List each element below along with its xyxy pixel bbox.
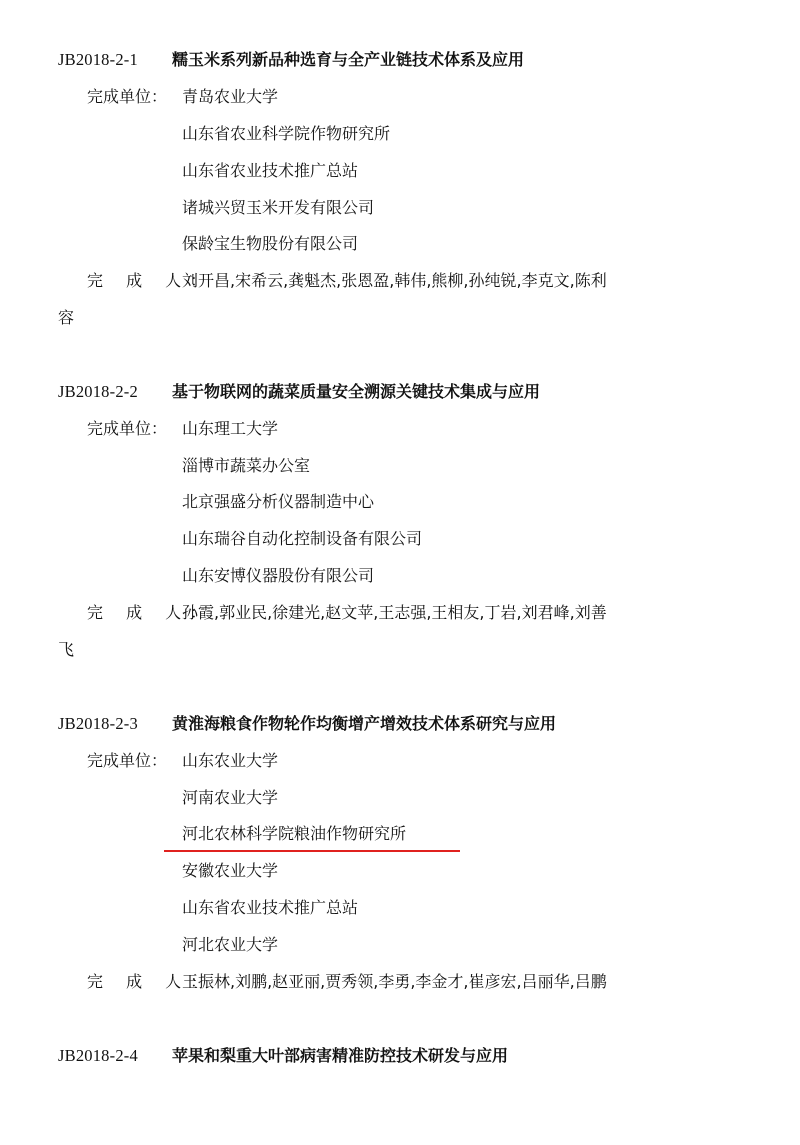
- entry-code: JB2018-2-2: [58, 382, 138, 401]
- unit-item: 安徽农业大学: [182, 861, 279, 880]
- people-list-continued: 容: [58, 308, 75, 327]
- unit-item: 山东瑞谷自动化控制设备有限公司: [182, 529, 423, 548]
- unit-item: 山东省农业科学院作物研究所: [182, 124, 391, 143]
- unit-item: 淄博市蔬菜办公室: [182, 456, 311, 475]
- people-label: 完 成 人：: [87, 603, 216, 622]
- unit-item: 北京强盛分析仪器制造中心: [182, 492, 375, 511]
- people-label: 完 成 人：: [87, 972, 216, 991]
- people-list: 刘开昌,宋希云,龚魁杰,张恩盈,韩伟,熊柳,孙纯锐,李克文,陈利: [182, 271, 607, 290]
- unit-item: 山东理工大学: [182, 419, 279, 438]
- units-label: 完成单位：: [87, 87, 168, 106]
- unit-item: 河南农业大学: [182, 788, 279, 807]
- people-label: 完 成 人：: [87, 271, 216, 290]
- unit-item: 山东省农业技术推广总站: [182, 161, 359, 180]
- unit-item: 青岛农业大学: [182, 87, 279, 106]
- units-label: 完成单位：: [87, 419, 168, 438]
- entry-code: JB2018-2-3: [58, 714, 138, 733]
- people-list: 孙霞,郭业民,徐建光,赵文苹,王志强,王相友,丁岩,刘君峰,刘善: [182, 603, 607, 622]
- people-list: 王振林,刘鹏,赵亚丽,贾秀领,李勇,李金才,崔彦宏,吕丽华,吕鹏: [182, 972, 607, 991]
- entry-title: 糯玉米系列新品种选育与全产业链技术体系及应用: [172, 50, 525, 69]
- entry-title: 黄淮海粮食作物轮作均衡增产增效技术体系研究与应用: [172, 714, 557, 733]
- entry-title: 苹果和梨重大叶部病害精准防控技术研发与应用: [172, 1046, 509, 1065]
- entry-code: JB2018-2-4: [58, 1046, 138, 1065]
- unit-item: 河北农业大学: [182, 935, 279, 954]
- unit-item: 山东农业大学: [182, 751, 279, 770]
- units-label: 完成单位：: [87, 751, 168, 770]
- entry-code: JB2018-2-1: [58, 50, 138, 69]
- entry-title: 基于物联网的蔬菜质量安全溯源关键技术集成与应用: [172, 382, 541, 401]
- unit-item: 山东安博仪器股份有限公司: [182, 566, 375, 585]
- red-underline-mark: [164, 850, 460, 852]
- unit-item-highlighted: 河北农林科学院粮油作物研究所: [182, 824, 407, 843]
- unit-item: 山东省农业技术推广总站: [182, 898, 359, 917]
- people-list-continued: 飞: [58, 640, 75, 659]
- unit-item: 诸城兴贸玉米开发有限公司: [182, 198, 375, 217]
- unit-item: 保龄宝生物股份有限公司: [182, 234, 359, 253]
